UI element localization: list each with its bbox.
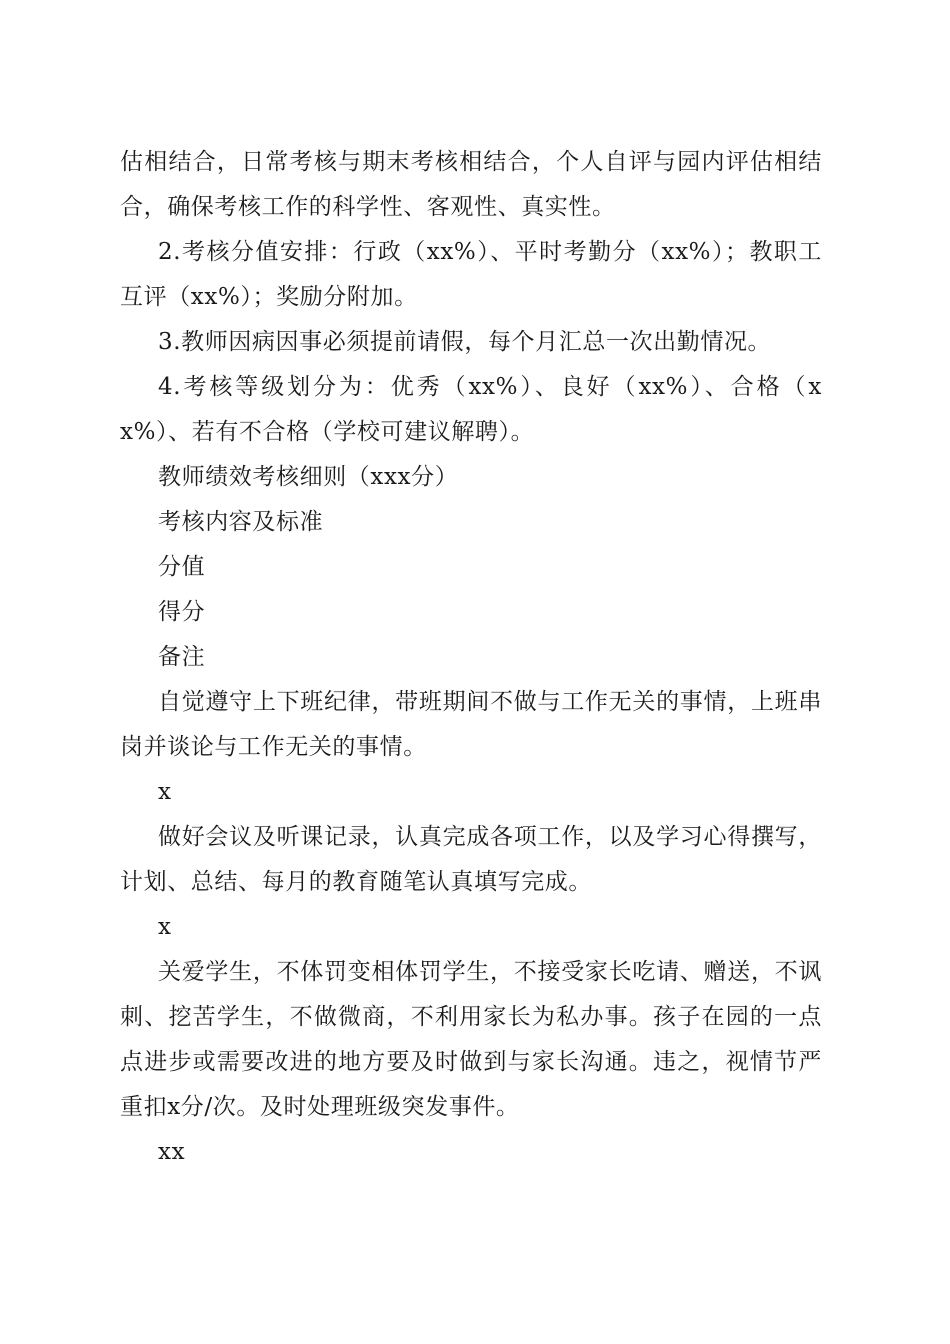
criterion-score-value: xx bbox=[158, 1139, 186, 1165]
paragraph-score-allocation: 2.考核分值安排：行政（xx%）、平时考勤分（xx%）；教职工互评（xx%）；奖励分附加。 bbox=[120, 239, 822, 310]
criterion-score-value: x bbox=[158, 779, 172, 805]
column-header-score-obtained: 得分 bbox=[158, 599, 206, 625]
paragraph-evaluation-principles: 估相结合，日常考核与期末考核相结合，个人自评与园内评估相结合，确保考核工作的科学性、客观性、真实性。 bbox=[120, 149, 822, 220]
column-header-score-value: 分值 bbox=[158, 554, 206, 580]
criterion-score-value: x bbox=[158, 914, 172, 940]
paragraph-leave-policy: 3.教师因病因事必须提前请假，每个月汇总一次出勤情况。 bbox=[158, 329, 772, 355]
criterion-records-and-tasks: 做好会议及听课记录，认真完成各项工作，以及学习心得撰写，计划、总结、每月的教育随笔认真填写完成。 bbox=[120, 824, 822, 895]
criterion-caring-for-students: 关爱学生，不体罚变相体罚学生，不接受家长吃请、赠送，不讽刺、挖苦学生，不做微商，不利用家长为私办事。孩子在园的一点点进步或需要改进的地方要及时做到与家长沟通。违之，视情节严重扣x分/次。及时处理班级突发事件。 bbox=[120, 959, 822, 1120]
column-header-content: 考核内容及标准 bbox=[158, 509, 324, 535]
column-header-remarks: 备注 bbox=[158, 644, 206, 670]
section-title-assessment-rules: 教师绩效考核细则（xxx分） bbox=[158, 464, 459, 490]
paragraph-grade-levels: 4.考核等级划分为：优秀（xx%）、良好（xx%）、合格（xx%）、若有不合格（学校可建议解聘）。 bbox=[120, 374, 822, 445]
criterion-work-discipline: 自觉遵守上下班纪律，带班期间不做与工作无关的事情，上班串岗并谈论与工作无关的事情。 bbox=[120, 689, 822, 760]
